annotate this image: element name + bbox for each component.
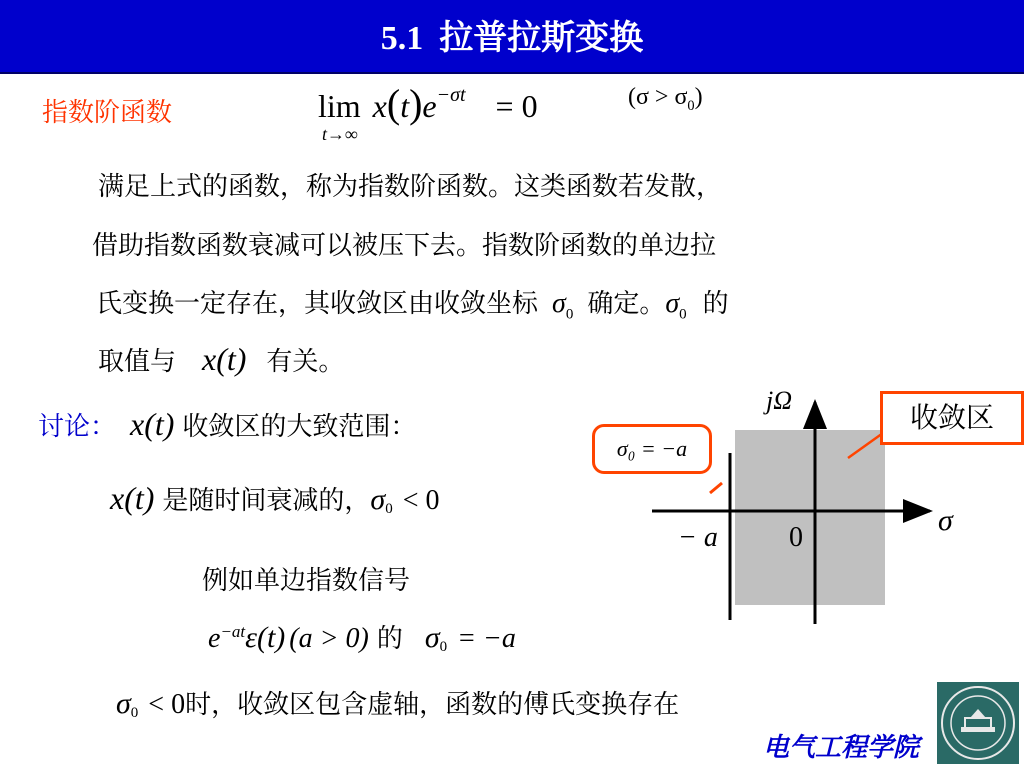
example-e: e <box>208 623 221 654</box>
formula-x: x <box>372 88 387 124</box>
xt-symbol-1: x(t) <box>202 341 247 377</box>
sigma-symbol-2: $\sigma_0$ <box>665 288 687 323</box>
formula-equals: = 0 <box>495 88 538 124</box>
bottom-text: 时，收敛区包含虚轴，函数的傅氏变换存在 <box>185 690 680 720</box>
x-axis-label: σ <box>938 504 953 537</box>
example-epsilon: ε(t) <box>245 621 286 654</box>
discussion-text: 收敛区的大致范围： <box>182 412 417 442</box>
formula-exponent: −σt <box>436 84 466 107</box>
paragraph-line-3a: 氏变换一定存在，其收敛区由收敛坐标 <box>96 289 539 319</box>
limit-formula: $\lim x(t)e^{-\sigma t} = 0$ <box>318 81 538 126</box>
bottom-relation: < 0 <box>148 689 186 720</box>
sigma-sub-4: 0 <box>439 639 448 656</box>
title-bar <box>0 0 1024 74</box>
section-label: 指数阶函数 <box>42 98 173 128</box>
sigma-sub-5: 0 <box>130 705 139 722</box>
paragraph-line-1: 满足上式的函数，称为指数阶函数。这类函数若发散， <box>98 172 723 202</box>
neg-a-label: − a <box>678 522 718 553</box>
limit-subscript: t→∞ <box>322 124 358 144</box>
limit-condition <box>628 84 703 115</box>
formula-e: e <box>422 88 437 124</box>
sigma-symbol-1: $\sigma_0$ <box>552 288 574 323</box>
decay-text: 是随时间衰减的， <box>162 486 371 516</box>
discussion-label: 讨论： <box>38 412 117 442</box>
footer-school: 电气工程学院 <box>762 733 919 763</box>
formula-t: t <box>400 88 410 124</box>
callout-pointer <box>710 483 722 493</box>
slide-number: 5.1 <box>380 20 424 57</box>
sigma-callout <box>592 424 712 474</box>
bottom-line <box>116 684 679 722</box>
condition-text: (σ > σ <box>628 84 688 110</box>
discussion-line <box>38 406 416 443</box>
slide-title <box>0 10 1024 59</box>
y-axis-label: jΩ <box>766 386 793 415</box>
region-label-box: 收敛区 <box>880 391 1024 445</box>
example-formula <box>208 618 516 656</box>
sigma-callout-text: σ₀ = −a <box>616 436 688 461</box>
condition-close: ) <box>694 84 703 110</box>
condition-sub: 0 <box>687 97 695 114</box>
sigma-symbol-4: σ <box>424 621 440 654</box>
example-exponent: −at <box>220 621 246 641</box>
origin-label: 0 <box>789 522 803 553</box>
decay-line <box>110 480 440 518</box>
paragraph-line-3b: 确定。 <box>587 289 666 319</box>
paragraph-line-4a: 取值与 <box>98 347 177 377</box>
example-condition: (a > 0) <box>289 623 369 654</box>
paragraph-line-3 <box>96 283 729 324</box>
sigma-sub-3: 0 <box>385 501 393 518</box>
xt-symbol-3: x(t) <box>110 480 155 516</box>
paragraph-line-4 <box>98 341 344 378</box>
xt-symbol-2: x(t) <box>130 406 175 442</box>
paragraph-line-2: 借助指数函数衰减可以被压下去。指数阶函数的单边拉 <box>92 231 717 261</box>
example-line: 例如单边指数信号 <box>202 566 411 596</box>
lim-text: lim <box>318 88 361 124</box>
sigma-symbol-3: σ <box>370 483 386 516</box>
decay-relation: < 0 <box>402 485 440 516</box>
sigma-symbol-5: σ <box>116 687 131 720</box>
university-logo <box>935 680 1021 766</box>
paragraph-line-4b: 有关。 <box>266 347 345 377</box>
university-seal-icon <box>937 682 1019 764</box>
paragraph-line-3c: 的 <box>702 289 729 319</box>
slide-title-text: 拉普拉斯变换 <box>439 18 644 58</box>
example-relation: = −a <box>457 623 516 654</box>
example-de: 的 <box>376 624 403 654</box>
convergence-region <box>735 430 885 605</box>
